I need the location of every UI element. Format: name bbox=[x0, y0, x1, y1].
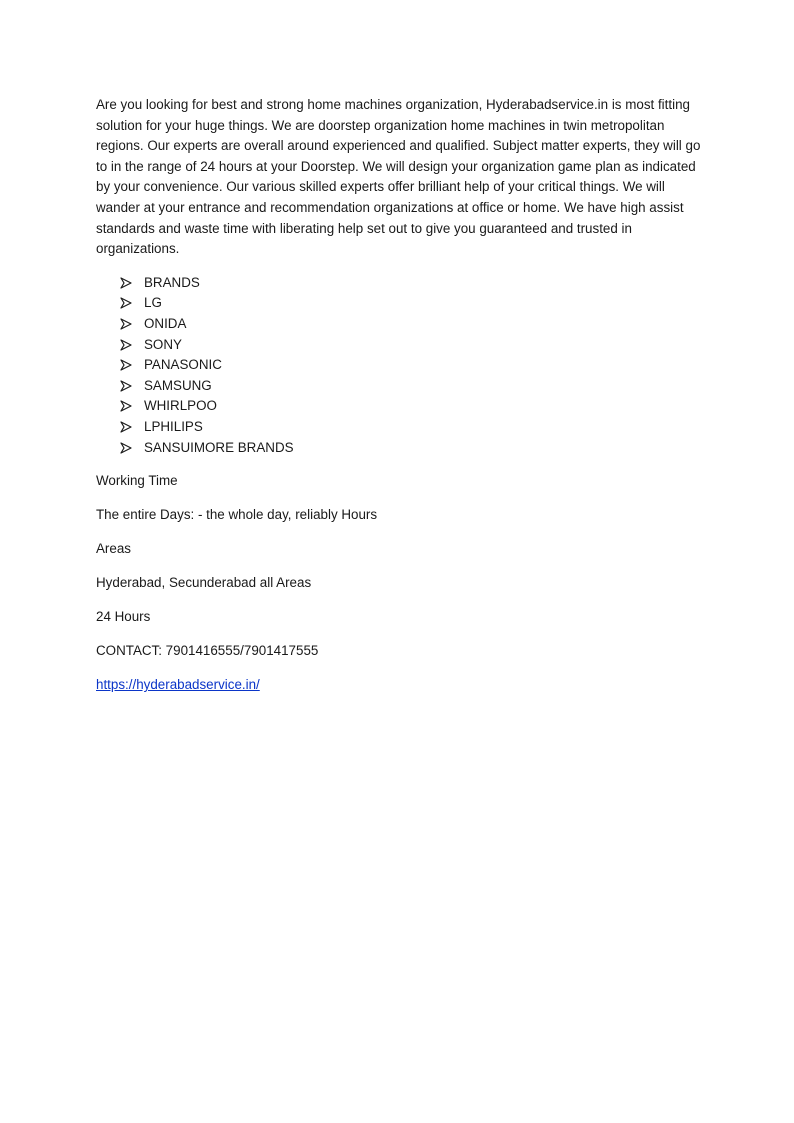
working-time-value: The entire Days: - the whole day, reliably Hours bbox=[96, 507, 378, 523]
areas-heading: Areas bbox=[96, 541, 131, 557]
list-item bbox=[96, 293, 706, 314]
areas-value: Hyderabad, Secunderabad all Areas bbox=[96, 575, 312, 591]
brand-list bbox=[96, 273, 706, 458]
arrow-bullet-icon bbox=[120, 421, 132, 433]
intro-paragraph: Are you looking for best and strong home machines organization, Hyderabadservice.in is most fitting solution for your huge things. We are doorstep organization home machines in twin metropolitan regions. Our experts are overall around experienced and qualified. Subject matter experts, they will go to in the range of 24 hours at your Doorstep. We will design your organization game plan as indicated by your convenience. Our various skilled experts offer brilliant help of your critical things. We will wander at your entrance and recommendation organizations at office or home. We have high assist standards and waste time with liberating help set out to give you guaranteed and trusted in organizations. bbox=[96, 97, 701, 257]
contact-text: CONTACT: 7901416555/7901417555 bbox=[96, 643, 319, 659]
list-item bbox=[96, 438, 706, 459]
hours-text: 24 Hours bbox=[96, 609, 151, 625]
arrow-bullet-icon bbox=[120, 339, 132, 351]
arrow-bullet-icon bbox=[120, 442, 132, 454]
list-item bbox=[96, 314, 706, 335]
list-item bbox=[96, 335, 706, 356]
brand-label: PANASONIC bbox=[144, 357, 222, 373]
list-item bbox=[96, 355, 706, 376]
list-item bbox=[96, 376, 706, 397]
arrow-bullet-icon bbox=[120, 380, 132, 392]
arrow-bullet-icon bbox=[120, 359, 132, 371]
list-item bbox=[96, 273, 706, 294]
website-link[interactable]: https://hyderabadservice.in/ bbox=[96, 677, 260, 692]
brand-label: LPHILIPS bbox=[144, 418, 203, 434]
document-page bbox=[96, 95, 706, 709]
list-item bbox=[96, 396, 706, 417]
brand-label: BRANDS bbox=[144, 274, 200, 290]
arrow-bullet-icon bbox=[120, 400, 132, 412]
brand-label: ONIDA bbox=[144, 315, 187, 331]
brand-label: SANSUIMORE BRANDS bbox=[144, 439, 294, 455]
arrow-bullet-icon bbox=[120, 277, 132, 289]
brand-label: SAMSUNG bbox=[144, 377, 212, 393]
brand-label: SONY bbox=[144, 336, 182, 352]
arrow-bullet-icon bbox=[120, 318, 132, 330]
brand-label: WHIRLPOO bbox=[144, 398, 217, 414]
working-time-heading: Working Time bbox=[96, 473, 178, 489]
arrow-bullet-icon bbox=[120, 297, 132, 309]
brand-label: LG bbox=[144, 295, 162, 311]
list-item bbox=[96, 417, 706, 438]
